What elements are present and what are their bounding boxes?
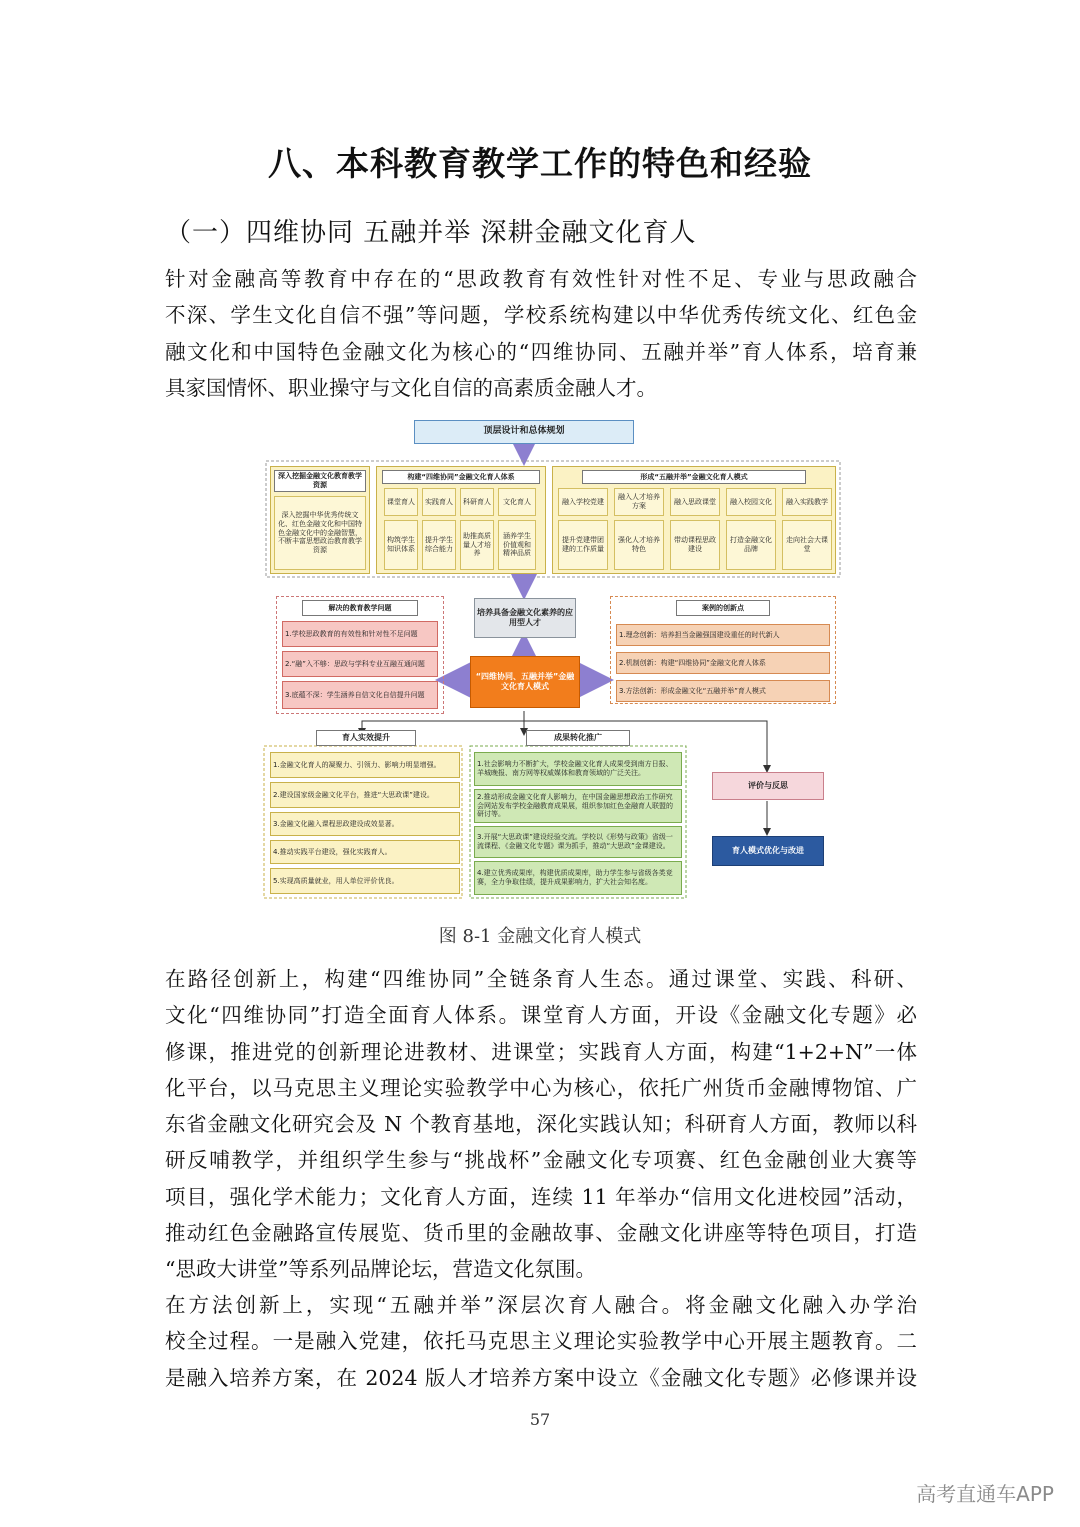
figure-education-model-diagram: [262, 416, 842, 901]
text-line: 项目，强化学术能力；文化育人方面，连续 11 年举办“信用文化进校园”活动，: [165, 1184, 917, 1209]
text-line: 修课，推进党的创新理论进教材、进课堂；实践育人方面，构建“1+2+N”一体: [165, 1039, 917, 1064]
text-line: 是融入培养方案，在 2024 版人才培养方案中设立《金融文化专题》必修课并设: [165, 1365, 917, 1390]
section-title: （一）四维协同 五融并举 深耕金融文化育人: [165, 218, 697, 248]
five-int-detail: 打造金融文化品牌: [726, 520, 776, 570]
four-dim-header: 科研育人: [460, 488, 494, 516]
result-item: 4.建立优秀成果库，构建优质成果库，助力学生参与省级各类竞赛，全力争取佳绩，提升成果影响力，扩大社会知名度。: [474, 861, 682, 895]
five-int-detail: 带动课程思政建设: [670, 520, 720, 570]
five-int-detail: 走向社会大课堂: [782, 520, 832, 570]
effect-item: 5.实现高质量就业，用人单位评价优良。: [270, 868, 460, 894]
four-dim-detail: 提升学生综合能力: [422, 520, 456, 570]
paragraph-path-innovation: [165, 961, 917, 1288]
five-int-header: 融入人才培养方案: [614, 488, 664, 516]
results-title: 成果转化推广: [526, 730, 630, 746]
text-line: 推动红色金融路宣传展览、货币里的金融故事、金融文化讲座等特色项目，打造: [165, 1221, 917, 1246]
effect-item: 1.金融文化育人的凝聚力、引领力、影响力明显增强。: [270, 752, 460, 778]
problem-item: 1.学校思政教育的有效性和针对性不足问题: [282, 621, 438, 647]
four-dim-detail: 构筑学生知识体系: [384, 520, 418, 570]
five-int-detail: 提升党建带团建的工作质量: [558, 520, 608, 570]
innovation-item: 3.方法创新：形成金融文化“五融并举”育人模式: [616, 680, 830, 702]
effect-item: 3.金融文化融入课程思政建设成效显著。: [270, 812, 460, 836]
innovations-title: 案例的创新点: [676, 600, 770, 616]
effects-title: 育人实效提升: [316, 730, 416, 746]
paragraph-intro: [165, 261, 917, 406]
five-int-detail: 强化人才培养特色: [614, 520, 664, 570]
text-line: 在路径创新上，构建“四维协同”全链条育人生态。通过课堂、实践、科研、: [165, 967, 917, 991]
goal-box: 培养具备金融文化素养的应用型人才: [474, 598, 576, 638]
text-line: 针对金融高等教育中存在的“思政教育有效性针对性不足、专业与思政融合: [165, 267, 917, 291]
four-dim-header: 实践育人: [422, 488, 456, 516]
watermark: 高考直通车APP: [916, 1482, 1054, 1506]
innovation-item: 2.机制创新：构建“四维协同”金融文化育人体系: [616, 652, 830, 674]
four-dim-header: 文化育人: [498, 488, 536, 516]
result-item: 3.开展“大思政课”建设经验交流。学校以《形势与政策》省级一流课程、《金融文化专题》课为抓手，推动“大思政”金课建设。: [474, 826, 682, 858]
panel-resources-title: 深入挖掘金融文化教育教学资源: [274, 470, 366, 492]
problems-title: 解决的教育教学问题: [302, 600, 418, 616]
effect-item: 4.推动实践平台建设，强化实践育人。: [270, 840, 460, 864]
top-design-box: 顶层设计和总体规划: [414, 420, 634, 444]
panel-four-dimension-title: 构建“四维协同”金融文化育人体系: [382, 470, 540, 484]
text-line: 在方法创新上，实现“五融并举”深层次育人融合。将金融文化融入办学治: [165, 1293, 917, 1317]
text-line: 化平台，以马克思主义理论实验教学中心为核心，依托广州货币金融博物馆、广: [165, 1075, 917, 1100]
four-dim-detail: 助推高质量人才培养: [460, 520, 494, 570]
innovation-item: 1.理念创新：培养担当金融强国建设重任的时代新人: [616, 624, 830, 646]
text-line: 不深、学生文化自信不强”等问题，学校系统构建以中华优秀传统文化、红色金: [165, 303, 917, 328]
panel-resources-body: 深入挖掘中华优秀传统文化、红色金融文化和中国特色金融文化中的金融智慧，不断丰富思想政治教育教学资源: [274, 496, 366, 570]
text-line: 研反哺教学，并组织学生参与“挑战杯”金融文化专项赛、红色金融创业大赛等: [165, 1148, 917, 1173]
five-int-header: 融入思政课堂: [670, 488, 720, 516]
five-int-header: 融入学校党建: [558, 488, 608, 516]
panel-five-integration-title: 形成“五融并举”金融文化育人模式: [582, 470, 806, 484]
text-line: 文化“四维协同”打造全面育人体系。课堂育人方面，开设《金融文化专题》必: [165, 1003, 917, 1028]
page-title: 八、本科教育教学工作的特色和经验: [268, 144, 812, 183]
evaluation-box: 评价与反思: [712, 772, 824, 800]
effect-item: 2.建设国家级金融文化平台，推进“大思政课”建设。: [270, 782, 460, 808]
text-line: 东省金融文化研究会及 N 个教育基地，深化实践认知；科研育人方面，教师以科: [165, 1112, 917, 1137]
five-int-header: 融入实践教学: [782, 488, 832, 516]
model-box: “四维协同、五融并举”金融文化育人模式: [470, 656, 580, 708]
text-line: 融文化和中国特色金融文化为核心的“四维协同、五融并举”育人体系，培育兼: [165, 339, 917, 364]
optimize-box: 育人模式优化与改进: [712, 836, 824, 866]
paragraph-method-innovation: [165, 1287, 917, 1396]
four-dim-detail: 涵养学生价值观和精神品质: [498, 520, 536, 570]
four-dim-header: 课堂育人: [384, 488, 418, 516]
page-number: 57: [529, 1410, 551, 1429]
text-line: 校全过程。一是融入党建，依托马克思主义理论实验教学中心开展主题教育。二: [165, 1329, 917, 1354]
result-item: 2.推动形成金融文化育人影响力，在中国金融思想政治工作研究会网站发布学校金融教育成果展，组织参加红色金融育人联盟的研讨等。: [474, 789, 682, 823]
five-int-header: 融入校园文化: [726, 488, 776, 516]
result-item: 1.社会影响力不断扩大，学校金融文化育人成果受到南方日报、羊城晚报、南方网等权威媒体和教育领域的广泛关注。: [474, 752, 682, 786]
text-line: 具家国情怀、职业操守与文化自信的高素质金融人才。: [165, 375, 657, 400]
text-line: “思政大讲堂”等系列品牌论坛，营造文化氛围。: [165, 1257, 596, 1282]
figure-caption: 图 8-1 金融文化育人模式: [438, 926, 642, 947]
problem-item: 2.“融”入不够：思政与学科专业互融互通问题: [282, 651, 438, 677]
problem-item: 3.底蕴不深：学生涵养自信文化自信提升问题: [282, 681, 438, 709]
